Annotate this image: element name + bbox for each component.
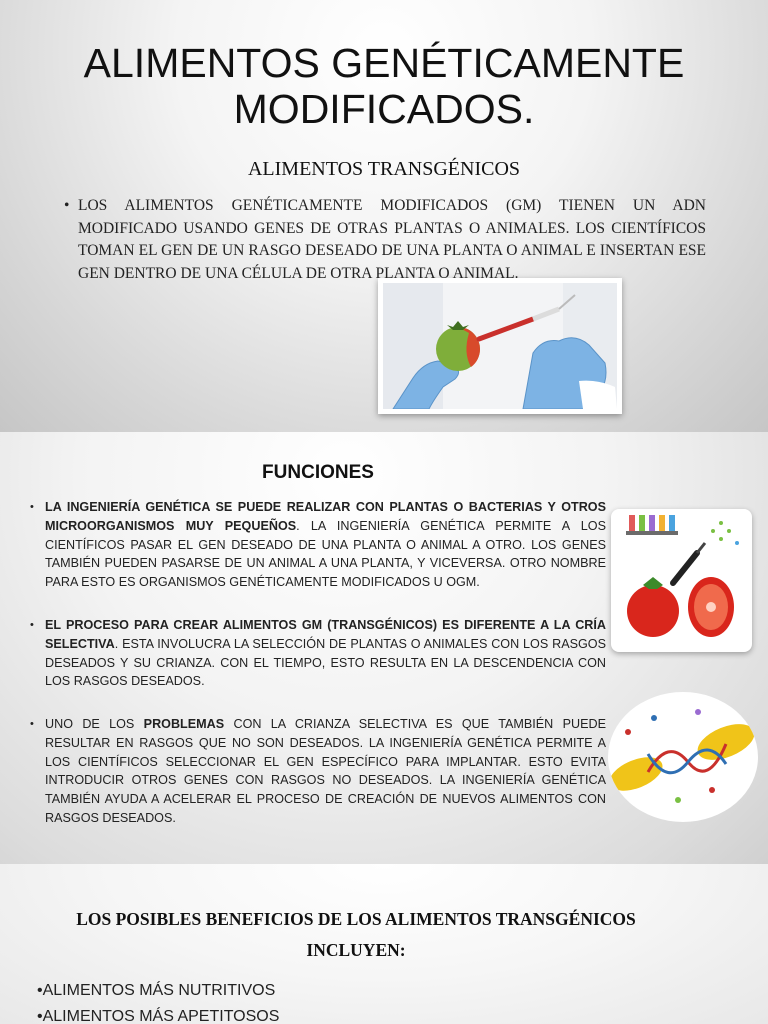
corn-dna-illustration — [608, 692, 758, 822]
bullet-3-pre: UNO DE LOS — [45, 717, 144, 731]
gm-tomato-illustration — [611, 509, 752, 652]
intro-bullet — [64, 195, 706, 285]
gm-corn-dna-image — [608, 692, 758, 822]
benefit-item — [37, 1008, 279, 1024]
bullet-marker: • — [30, 501, 34, 513]
bullet-3-text: CON LA CRIANZA SELECTIVA ES QUE TAMBIÉN PUEDE RESULTAR EN RASGOS QUE NO SON DESEADOS. LA INGENIERÍA GENÉTICA PERMITE A LOS CIENTÍFICOS SELECCIONAR EL GEN ESPECÍFICO PARA IMPLANTAR. ESTO EVITA INTRODUCIR OTROS GENES CON RASGOS NO DESEADOS. LA INGENIERÍA GENÉTICA TAMBIÉN AYUDA A ACELERAR EL PROCESO DE CREACIÓN DE NUEVOS ALIMENTOS CON RASGOS DESEADOS. — [45, 717, 606, 825]
bullet-marker: • — [30, 718, 34, 730]
gm-tomato-image — [611, 509, 752, 652]
bullet-2-bold: EL PROCESO PARA CREAR ALIMENTOS GM (TRANSGÉNICOS) ES DIFERENTE A LA CRÍA SELECTIVA — [45, 618, 606, 651]
intro-bullet-text: LOS ALIMENTOS GENÉTICAMENTE MODIFICADOS (GM) TIENEN UN ADN MODIFICADO USANDO GENES DE OTRAS PLANTAS O ANIMALES. LOS CIENTÍFICOS TOMAN EL GEN DE UN RASGO DESEADO DE UNA PLANTA O ANIMAL E INSERTAN ESE GEN DENTRO DE UNA CÉLULA DE OTRA PLANTA O ANIMAL. — [78, 197, 706, 282]
bullet-marker: • — [30, 619, 34, 631]
bullet-3-bold: PROBLEMAS — [143, 717, 225, 731]
bullet-1-text: . LA INGENIERÍA GENÉTICA PERMITE A LOS CIENTÍFICOS PASAR EL GEN DESEADO DE UNA PLANTA O ANIMAL A OTRO. LOS GENES TAMBIÉN PUEDEN PASARSE DE UN ANIMAL A UNA PLANTA, Y VICEVERSA. OTRO NOMBRE PARA ESTO ES ORGANISMOS GENÉTICAMENTE MODIFICADOS U OGM. — [45, 518, 606, 590]
benefit-item-text: ALIMENTOS MÁS NUTRITIVOS — [42, 982, 276, 999]
bullet-marker: • — [37, 1008, 43, 1024]
slide-title-line-1: ALIMENTOS GENÉTICAMENTE — [83, 40, 685, 86]
functions-heading: FUNCIONES — [262, 462, 374, 483]
slide-2 — [0, 432, 768, 864]
slide-title — [0, 40, 768, 132]
functions-bullet-3 — [30, 715, 606, 828]
tomato-injection-illustration — [383, 283, 617, 409]
bullet-marker: • — [64, 197, 70, 214]
slide-3 — [0, 864, 768, 1024]
photo-tomato-injection — [378, 278, 622, 414]
slide-subtitle: ALIMENTOS TRANSGÉNICOS — [247, 158, 521, 180]
bullet-2-text: . ESTA INVOLUCRA LA SELECCIÓN DE PLANTAS O ANIMALES CON LOS RASGOS DESEADOS Y SU CRIANZA. CON EL TIEMPO, ESTO RESULTA EN LA DESCENDENCIA CON LOS RASGOS DESEADOS. — [45, 636, 606, 689]
benefits-heading: LOS POSIBLES BENEFICIOS DE LOS ALIMENTOS TRANSGÉNICOS INCLUYEN: — [76, 909, 636, 960]
benefit-item-text: ALIMENTOS MÁS APETITOSOS — [42, 1008, 280, 1024]
benefit-item — [37, 982, 275, 1000]
bullet-1-bold: LA INGENIERÍA GENÉTICA SE PUEDE REALIZAR CON PLANTAS O BACTERIAS Y OTROS MICROORGANISMOS MUY PEQUEÑOS — [45, 500, 606, 533]
functions-bullet-1 — [30, 498, 606, 592]
bullet-marker: • — [37, 982, 43, 999]
functions-bullet-2 — [30, 616, 606, 691]
slide-title-line-2: MODIFICADOS. — [233, 86, 535, 132]
slide-1 — [0, 0, 768, 432]
